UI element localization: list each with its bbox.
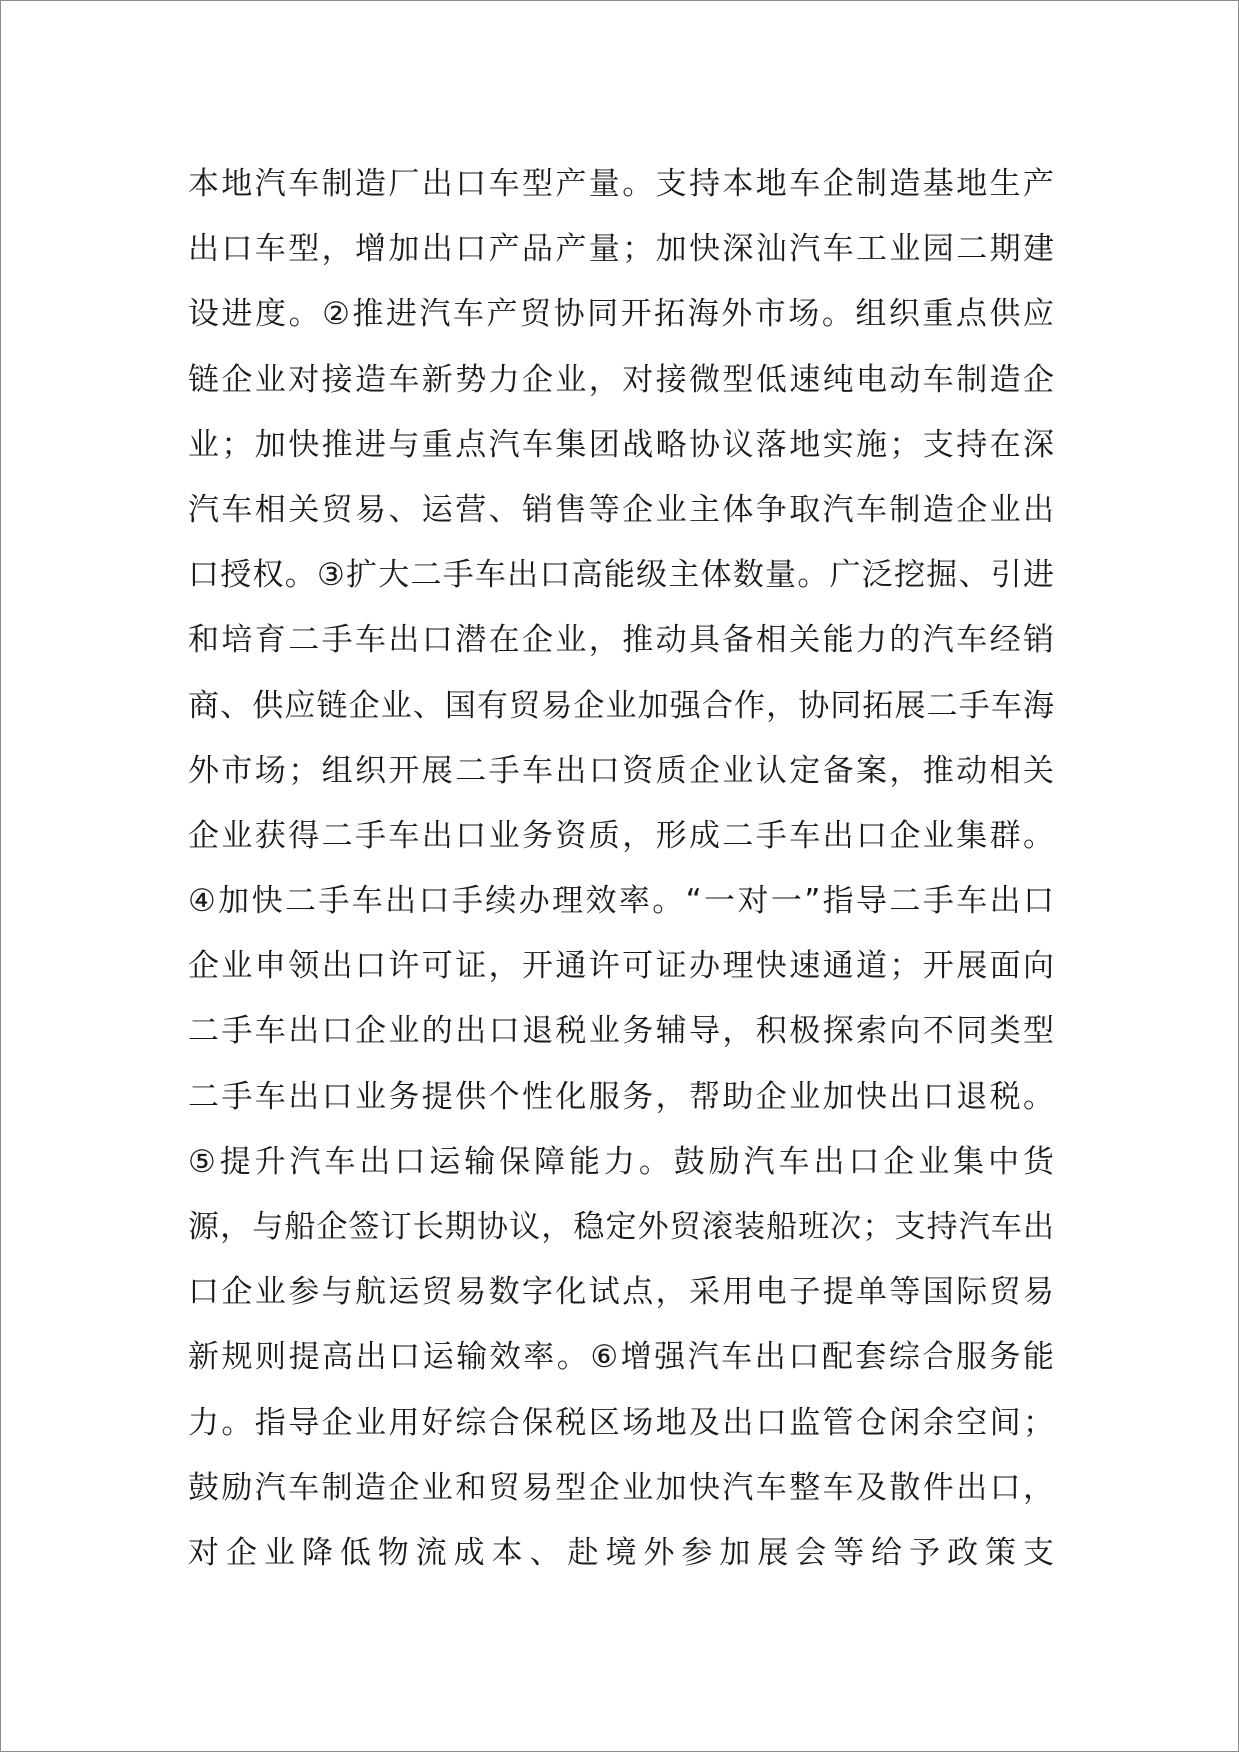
text-line: 力。指导企业用好综合保税区场地及出口监管仓闲余空间； <box>188 1404 1054 1441</box>
text-line: 企业申领出口许可证，开通许可证办理快速通道；开展面向 <box>188 948 1054 985</box>
text-line: 和培育二手车出口潜在企业，推动具备相关能力的汽车经销 <box>188 622 1054 659</box>
text-line: 口授权。③扩大二手车出口高能级主体数量。广泛挖掘、引进 <box>188 557 1054 594</box>
text-line: 链企业对接造车新势力企业，对接微型低速纯电动车制造企 <box>188 361 1054 398</box>
text-line: 新规则提高出口运输效率。⑥增强汽车出口配套综合服务能 <box>188 1339 1054 1376</box>
text-line: 商、供应链企业、国有贸易企业加强合作，协同拓展二手车海 <box>188 687 1054 724</box>
text-line: 鼓励汽车制造企业和贸易型企业加快汽车整车及散件出口， <box>188 1469 1054 1506</box>
text-line: 本地汽车制造厂出口车型产量。支持本地车企制造基地生产 <box>188 166 1054 202</box>
text-line: 二手车出口业务提供个性化服务，帮助企业加快出口退税。 <box>188 1078 1054 1115</box>
text-line: 出口车型，增加出口产品产量；加快深汕汽车工业园二期建 <box>188 231 1054 268</box>
text-line: 对企业降低物流成本、赴境外参加展会等给予政策支 <box>188 1534 1054 1571</box>
text-line: ⑤提升汽车出口运输保障能力。鼓励汽车出口企业集中货 <box>188 1143 1054 1180</box>
text-line: 源，与船企签订长期协议，稳定外贸滚装船班次；支持汽车出 <box>188 1209 1054 1245</box>
text-line: 外市场；组织开展二手车出口资质企业认定备案，推动相关 <box>188 752 1054 789</box>
text-line: ④加快二手车出口手续办理效率。“一对一”指导二手车出口 <box>188 883 1054 920</box>
text-line: 设进度。②推进汽车产贸协同开拓海外市场。组织重点供应 <box>188 296 1054 333</box>
text-line: 业；加快推进与重点汽车集团战略协议落地实施；支持在深 <box>188 426 1054 463</box>
text-line: 企业获得二手车出口业务资质，形成二手车出口企业集群。 <box>188 817 1054 854</box>
text-line: 口企业参与航运贸易数字化试点，采用电子提单等国际贸易 <box>188 1274 1054 1311</box>
text-line: 二手车出口企业的出口退税业务辅导，积极探索向不同类型 <box>188 1013 1054 1050</box>
text-line: 汽车相关贸易、运营、销售等企业主体争取汽车制造企业出 <box>188 491 1054 528</box>
body-paragraph <box>188 152 1054 1586</box>
